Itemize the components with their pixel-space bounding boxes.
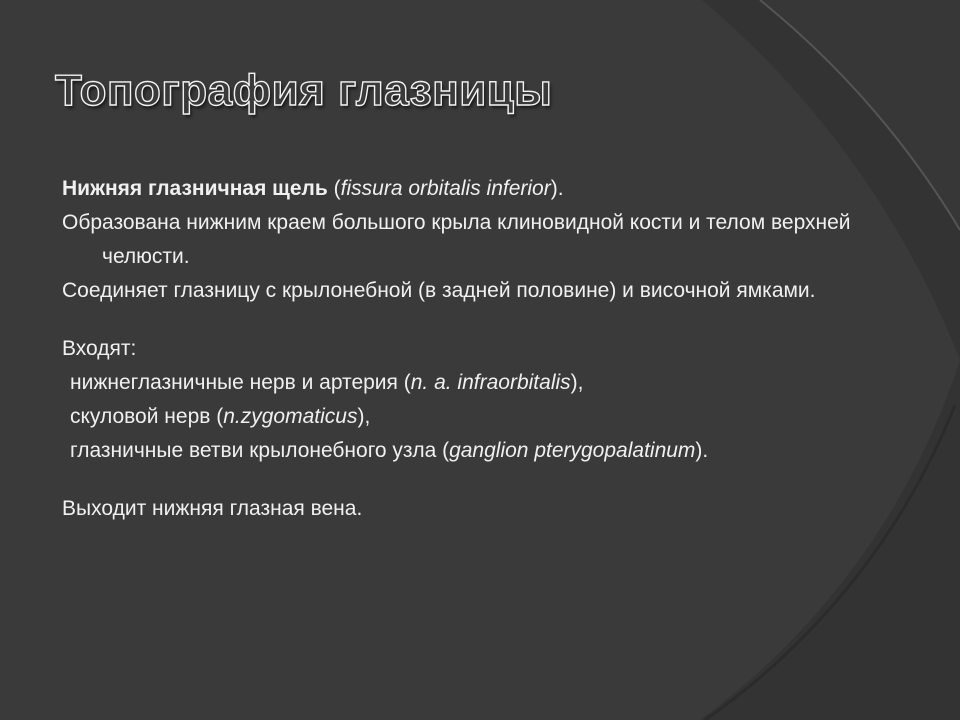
enters-item-text: скуловой нерв (: [70, 405, 224, 428]
exits-paragraph: Выходит нижняя глазная вена.: [62, 497, 363, 520]
enters-item-latin: ganglion pterygopalatinum: [449, 439, 696, 462]
enters-item-latin: n.zygomaticus: [223, 405, 358, 428]
enters-item-1: [62, 366, 912, 400]
enters-item-text: нижнеглазничные нерв и артерия (: [70, 371, 411, 394]
formed-paragraph: Образована нижним краем большого крыла клиновидной кости и телом верхней челюсти.: [62, 211, 851, 268]
enters-item-tail: ).: [695, 439, 709, 462]
enters-item-2: [62, 400, 912, 434]
connects-paragraph: Соединяет глазницу с крылонебной (в задней половине) и височной ямками.: [62, 279, 816, 302]
enters-item-text: глазничные ветви крылонебного узла (: [70, 439, 450, 462]
enters-label: Входят:: [62, 337, 137, 360]
enters-item-3: [62, 434, 912, 468]
fissure-line: [62, 172, 912, 206]
fissure-close: ).: [550, 177, 564, 200]
enters-item-tail: ),: [570, 371, 584, 394]
enters-item-tail: ),: [357, 405, 371, 428]
slide-title: Топография глазницы: [55, 66, 553, 115]
fissure-open: (: [327, 177, 341, 200]
slide-body: [62, 172, 912, 526]
fissure-name: Нижняя глазничная щель: [62, 177, 328, 200]
fissure-latin: fissura orbitalis inferior: [340, 177, 551, 200]
enters-item-latin: n. a. infraorbitalis: [410, 371, 571, 394]
